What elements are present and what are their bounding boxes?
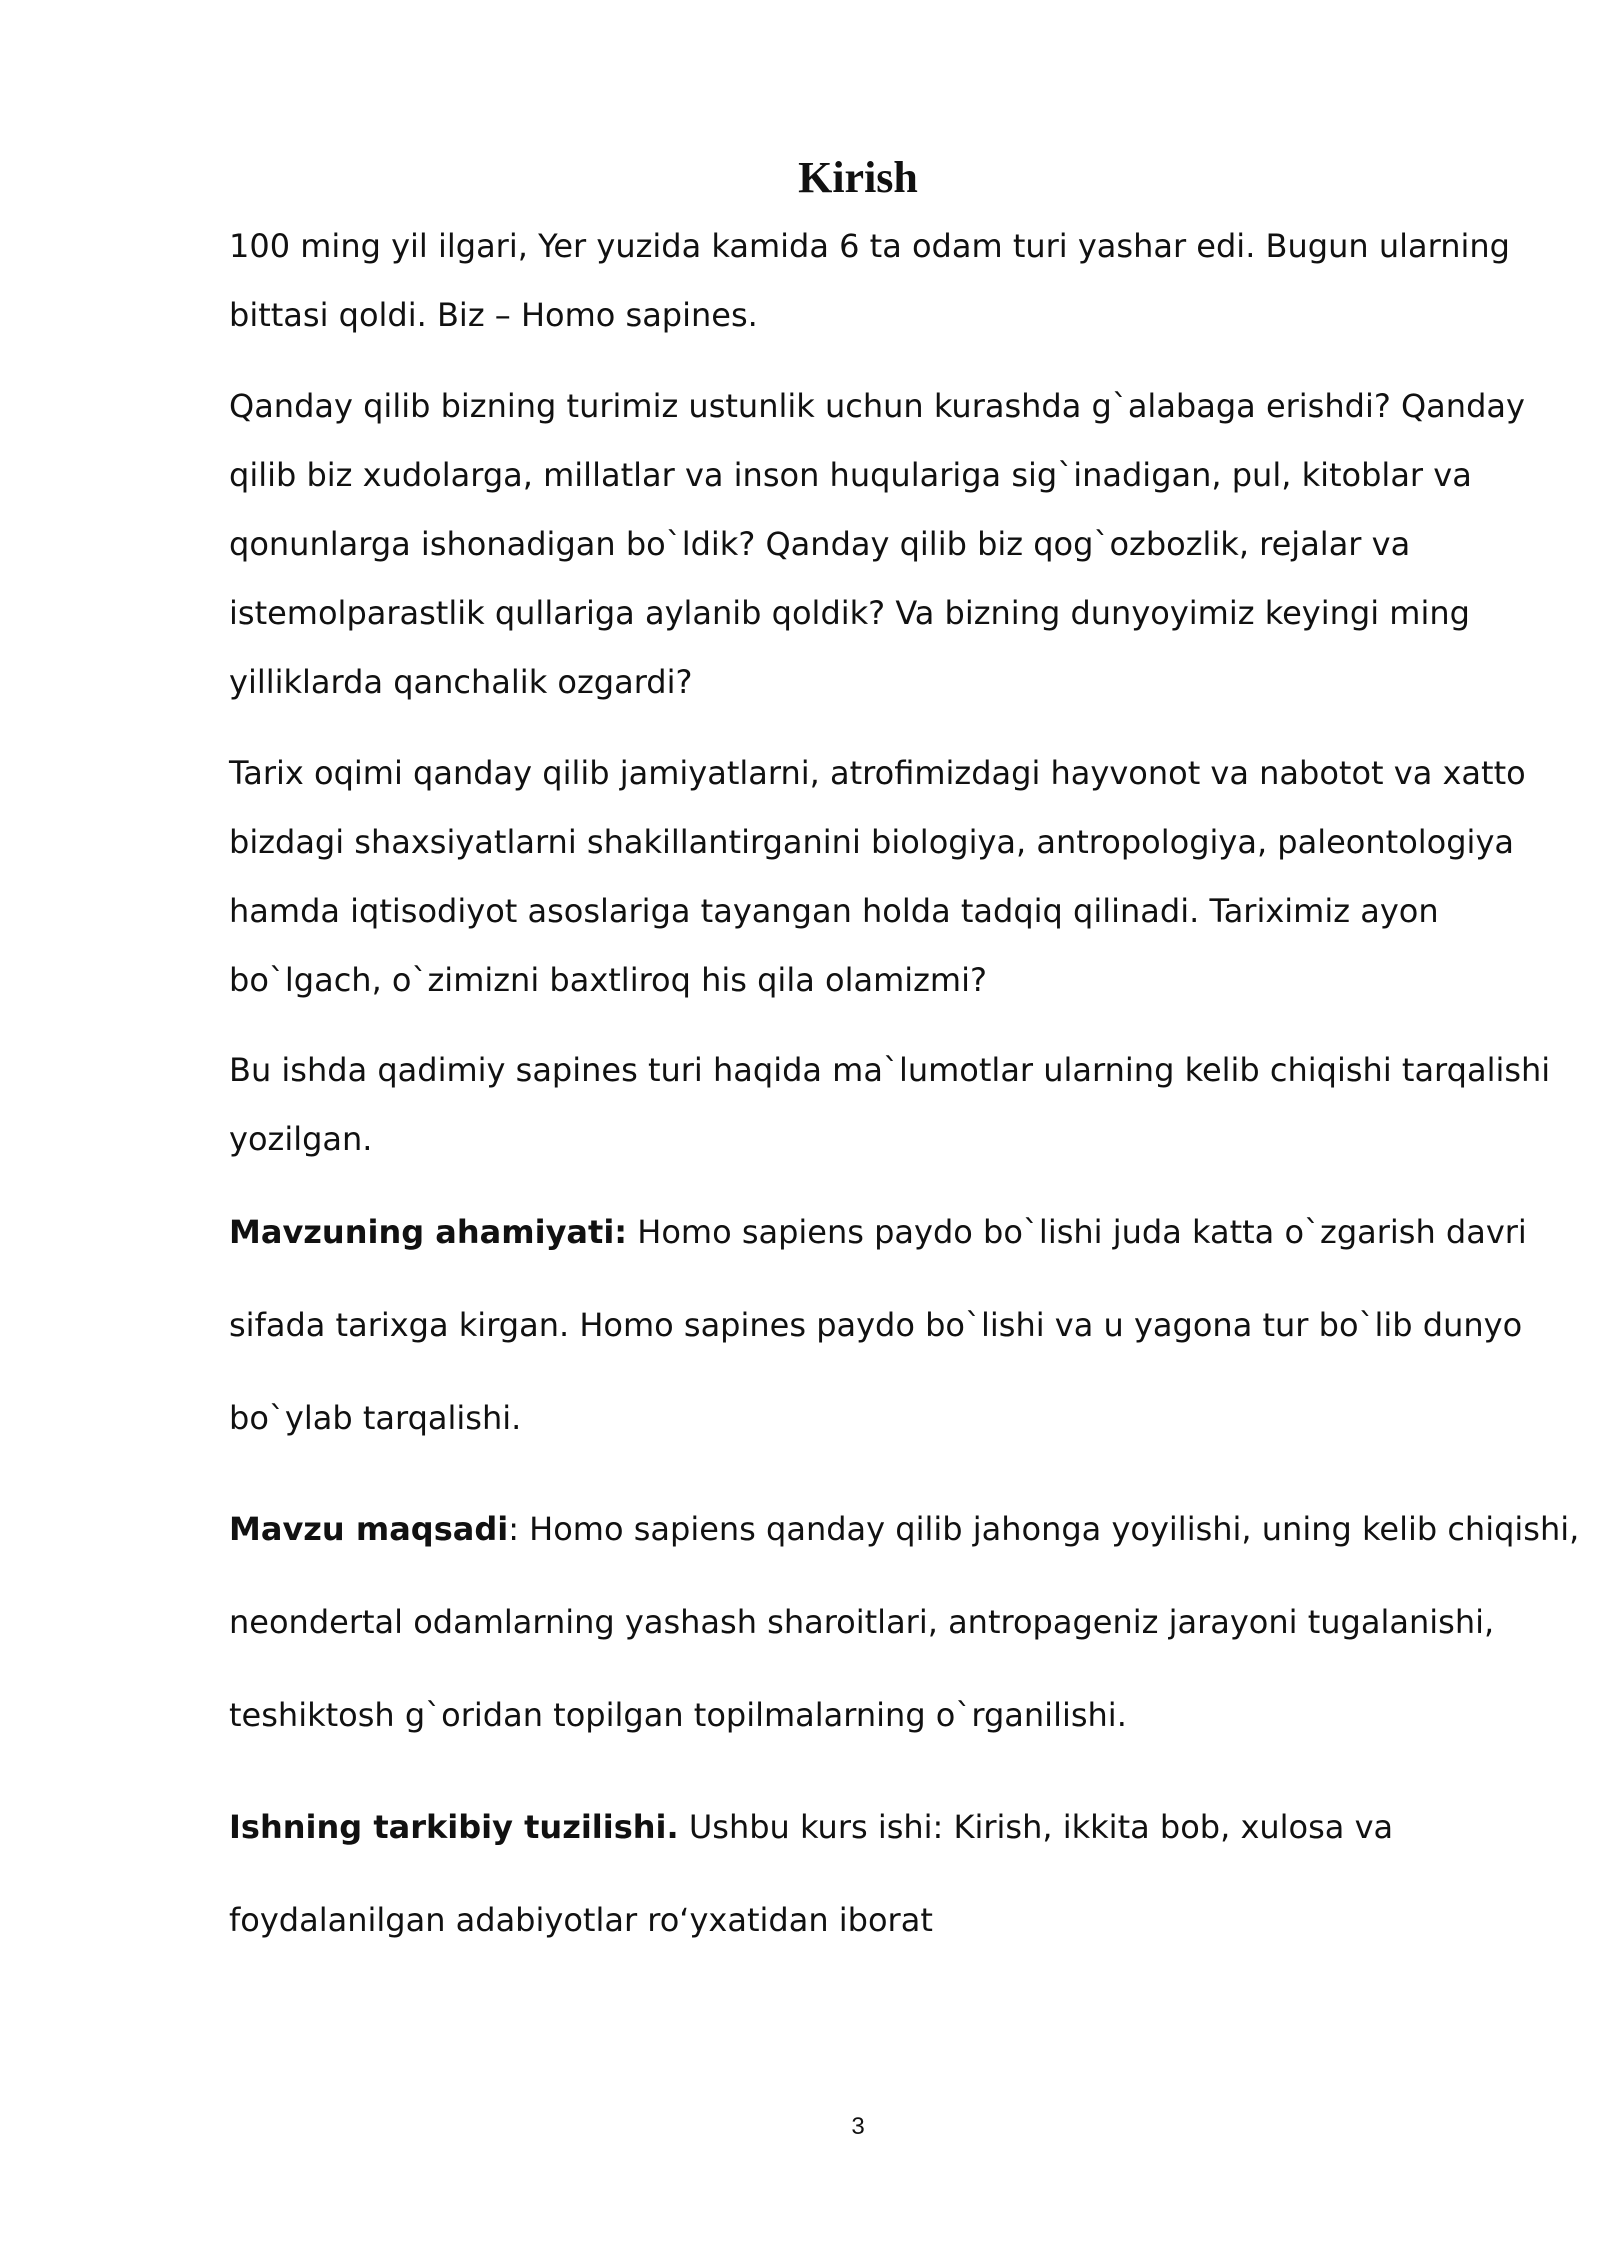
- text-line: Tarix oqimi qanday qilib jamiyatlarni, atrofimizdagi hayvonot va nabotot va xatto: [229, 754, 1526, 792]
- goal-text: : Homo sapiens qanday qilib jahonga yoyilishi, uning kelib chiqishi,: [508, 1510, 1580, 1548]
- text-line: [229, 1186, 1529, 1279]
- text-line: [229, 1483, 1580, 1576]
- paragraph-history: [229, 739, 1529, 1015]
- text-line: qonunlarga ishonadigan bo`ldik? Qanday qilib biz qog`ozbozlik, rejalar va: [229, 525, 1411, 563]
- page-number: 3: [851, 2113, 865, 2140]
- structure-text: Ushbu kurs ishi: Kirish, ikkita bob, xulosa va: [678, 1808, 1394, 1846]
- paragraph-importance: [229, 1186, 1529, 1465]
- text-line: 100 ming yil ilgari, Yer yuzida kamida 6 ta odam turi yashar edi. Bugun ularning: [229, 227, 1510, 265]
- text-line: yilliklarda qanchalik ozgardi?: [229, 663, 693, 701]
- paragraph-goal: [229, 1483, 1580, 1762]
- goal-label: Mavzu maqsadi: [229, 1510, 509, 1548]
- paragraph-questions: [229, 372, 1529, 717]
- importance-text: Homo sapiens paydo bo`lishi juda katta o`zgarish davri: [627, 1213, 1527, 1251]
- text-line: Qanday qilib bizning turimiz ustunlik uchun kurashda g`alabaga erishdi? Qanday: [229, 387, 1525, 425]
- text-line: bo`lgach, o`zimizni baxtliroq his qila olamizmi?: [229, 961, 987, 999]
- paragraph-structure: [229, 1781, 1529, 1967]
- text-line: hamda iqtisodiyot asoslariga tayangan holda tadqiq qilinadi. Tariximiz ayon: [229, 892, 1439, 930]
- text-line: yozilgan.: [229, 1120, 373, 1158]
- structure-label: Ishning tarkibiy tuzilishi.: [229, 1808, 679, 1846]
- importance-label: Mavzuning ahamiyati:: [229, 1213, 628, 1251]
- text-line: foydalanilgan adabiyotlar ro‘yxatidan iborat: [229, 1901, 933, 1939]
- paragraph-intro: [229, 212, 1529, 350]
- text-line: sifada tarixga kirgan. Homo sapines paydo bo`lishi va u yagona tur bo`lib dunyo: [229, 1306, 1523, 1344]
- text-line: bo`ylab tarqalishi.: [229, 1399, 522, 1437]
- text-line: [229, 1781, 1529, 1874]
- text-line: Bu ishda qadimiy sapines turi haqida ma`lumotlar ularning kelib chiqishi tarqalishi: [229, 1051, 1551, 1089]
- text-line: bizdagi shaxsiyatlarni shakillantirganini biologiya, antropologiya, paleontologiya: [229, 823, 1514, 861]
- text-line: bittasi qoldi. Biz – Homo sapines.: [229, 296, 758, 334]
- paragraph-work: [229, 1036, 1551, 1174]
- text-line: istemolparastlik qullariga aylanib qoldik? Va bizning dunyoyimiz keyingi ming: [229, 594, 1470, 632]
- page-title: Kirish: [798, 153, 918, 202]
- text-line: teshiktosh g`oridan topilgan topilmalarning o`rganilishi.: [229, 1696, 1127, 1734]
- text-line: neondertal odamlarning yashash sharoitlari, antropageniz jarayoni tugalanishi,: [229, 1603, 1495, 1641]
- text-line: qilib biz xudolarga, millatlar va inson huqulariga sig`inadigan, pul, kitoblar va: [229, 456, 1472, 494]
